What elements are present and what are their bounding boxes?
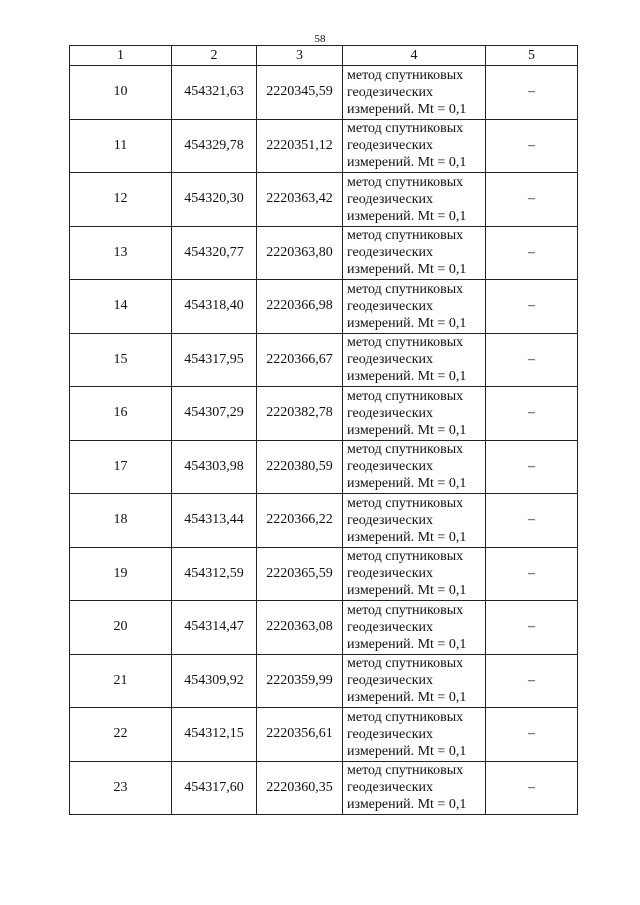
method-cell [343, 333, 486, 387]
method-line: измерений. Mt = 0,1 [347, 155, 467, 171]
method-line: геодезических [347, 619, 434, 635]
y-coordinate-cell: 2220365,59 [257, 547, 343, 601]
method-line: геодезических [347, 673, 434, 689]
method-line: метод спутниковых [347, 602, 464, 618]
method-line: измерений. Mt = 0,1 [347, 690, 467, 706]
method-line: измерений. Mt = 0,1 [347, 422, 467, 438]
header-col-3: 3 [257, 46, 343, 66]
method-line: геодезических [347, 405, 434, 421]
y-coordinate-cell: 2220359,99 [257, 654, 343, 708]
point-number-cell: 23 [70, 761, 172, 815]
table-row [70, 494, 578, 548]
method-cell [343, 119, 486, 173]
table-row [70, 280, 578, 334]
page-number: 58 [314, 33, 326, 45]
method-line: геодезических [347, 352, 434, 368]
table-row [70, 761, 578, 815]
note-cell: – [486, 333, 578, 387]
method-cell [343, 173, 486, 227]
method-line: геодезических [347, 298, 434, 314]
method-cell [343, 66, 486, 120]
header-row [70, 46, 578, 66]
method-line: метод спутниковых [347, 442, 464, 458]
y-coordinate-cell: 2220380,59 [257, 440, 343, 494]
method-line: измерений. Mt = 0,1 [347, 208, 467, 224]
y-coordinate-cell: 2220351,12 [257, 119, 343, 173]
x-coordinate-cell: 454307,29 [172, 387, 257, 441]
method-line: метод спутниковых [347, 709, 464, 725]
table-row [70, 226, 578, 280]
note-cell: – [486, 173, 578, 227]
note-cell: – [486, 601, 578, 655]
point-number-cell: 16 [70, 387, 172, 441]
x-coordinate-cell: 454312,59 [172, 547, 257, 601]
method-line: геодезических [347, 245, 434, 261]
y-coordinate-cell: 2220345,59 [257, 66, 343, 120]
note-cell: – [486, 119, 578, 173]
method-cell [343, 654, 486, 708]
point-number-cell: 14 [70, 280, 172, 334]
method-line: измерений. Mt = 0,1 [347, 797, 467, 813]
method-line: геодезических [347, 726, 434, 742]
method-line: измерений. Mt = 0,1 [347, 636, 467, 652]
y-coordinate-cell: 2220366,67 [257, 333, 343, 387]
table-row [70, 66, 578, 120]
method-cell [343, 547, 486, 601]
x-coordinate-cell: 454318,40 [172, 280, 257, 334]
point-number-cell: 10 [70, 66, 172, 120]
header-col-5: 5 [486, 46, 578, 66]
table-row [70, 654, 578, 708]
table-row [70, 333, 578, 387]
y-coordinate-cell: 2220366,22 [257, 494, 343, 548]
table-row [70, 547, 578, 601]
method-line: геодезических [347, 566, 434, 582]
x-coordinate-cell: 454312,15 [172, 708, 257, 762]
method-line: метод спутниковых [347, 388, 464, 404]
table-row [70, 387, 578, 441]
method-line: геодезических [347, 191, 434, 207]
note-cell: – [486, 547, 578, 601]
header-col-4: 4 [343, 46, 486, 66]
method-line: метод спутниковых [347, 121, 464, 137]
method-line: измерений. Mt = 0,1 [347, 743, 467, 759]
note-cell: – [486, 280, 578, 334]
method-line: метод спутниковых [347, 281, 464, 297]
method-line: измерений. Mt = 0,1 [347, 369, 467, 385]
header-col-2: 2 [172, 46, 257, 66]
x-coordinate-cell: 454314,47 [172, 601, 257, 655]
x-coordinate-cell: 454309,92 [172, 654, 257, 708]
x-coordinate-cell: 454317,95 [172, 333, 257, 387]
method-cell [343, 226, 486, 280]
table-body [70, 66, 578, 815]
method-line: измерений. Mt = 0,1 [347, 101, 467, 117]
method-line: измерений. Mt = 0,1 [347, 315, 467, 331]
point-number-cell: 22 [70, 708, 172, 762]
method-cell [343, 387, 486, 441]
point-number-cell: 21 [70, 654, 172, 708]
point-number-cell: 18 [70, 494, 172, 548]
method-line: измерений. Mt = 0,1 [347, 476, 467, 492]
method-line: геодезических [347, 512, 434, 528]
table-header [70, 46, 578, 66]
y-coordinate-cell: 2220356,61 [257, 708, 343, 762]
y-coordinate-cell: 2220363,42 [257, 173, 343, 227]
y-coordinate-cell: 2220382,78 [257, 387, 343, 441]
table-row [70, 601, 578, 655]
header-col-1: 1 [70, 46, 172, 66]
note-cell: – [486, 654, 578, 708]
method-line: метод спутниковых [347, 335, 464, 351]
method-line: измерений. Mt = 0,1 [347, 529, 467, 545]
method-cell [343, 280, 486, 334]
method-cell [343, 440, 486, 494]
y-coordinate-cell: 2220363,08 [257, 601, 343, 655]
note-cell: – [486, 761, 578, 815]
x-coordinate-cell: 454320,30 [172, 173, 257, 227]
method-cell [343, 494, 486, 548]
x-coordinate-cell: 454317,60 [172, 761, 257, 815]
point-number-cell: 15 [70, 333, 172, 387]
point-number-cell: 13 [70, 226, 172, 280]
note-cell: – [486, 440, 578, 494]
method-line: измерений. Mt = 0,1 [347, 583, 467, 599]
method-line: геодезических [347, 138, 434, 154]
point-number-cell: 19 [70, 547, 172, 601]
method-cell [343, 761, 486, 815]
method-line: метод спутниковых [347, 656, 464, 672]
x-coordinate-cell: 454329,78 [172, 119, 257, 173]
method-line: метод спутниковых [347, 228, 464, 244]
method-line: метод спутниковых [347, 549, 464, 565]
point-number-cell: 12 [70, 173, 172, 227]
point-number-cell: 11 [70, 119, 172, 173]
method-line: метод спутниковых [347, 174, 464, 190]
table-row [70, 440, 578, 494]
point-number-cell: 20 [70, 601, 172, 655]
note-cell: – [486, 494, 578, 548]
coordinates-table [69, 45, 578, 815]
y-coordinate-cell: 2220363,80 [257, 226, 343, 280]
method-line: метод спутниковых [347, 763, 464, 779]
y-coordinate-cell: 2220360,35 [257, 761, 343, 815]
table-row [70, 708, 578, 762]
note-cell: – [486, 66, 578, 120]
note-cell: – [486, 387, 578, 441]
method-line: геодезических [347, 84, 434, 100]
y-coordinate-cell: 2220366,98 [257, 280, 343, 334]
note-cell: – [486, 708, 578, 762]
x-coordinate-cell: 454321,63 [172, 66, 257, 120]
note-cell: – [486, 226, 578, 280]
x-coordinate-cell: 454303,98 [172, 440, 257, 494]
table-row [70, 173, 578, 227]
method-line: метод спутниковых [347, 67, 464, 83]
method-line: геодезических [347, 780, 434, 796]
method-line: метод спутниковых [347, 495, 464, 511]
method-cell [343, 708, 486, 762]
method-cell [343, 601, 486, 655]
table-row [70, 119, 578, 173]
point-number-cell: 17 [70, 440, 172, 494]
x-coordinate-cell: 454313,44 [172, 494, 257, 548]
x-coordinate-cell: 454320,77 [172, 226, 257, 280]
method-line: измерений. Mt = 0,1 [347, 262, 467, 278]
method-line: геодезических [347, 459, 434, 475]
